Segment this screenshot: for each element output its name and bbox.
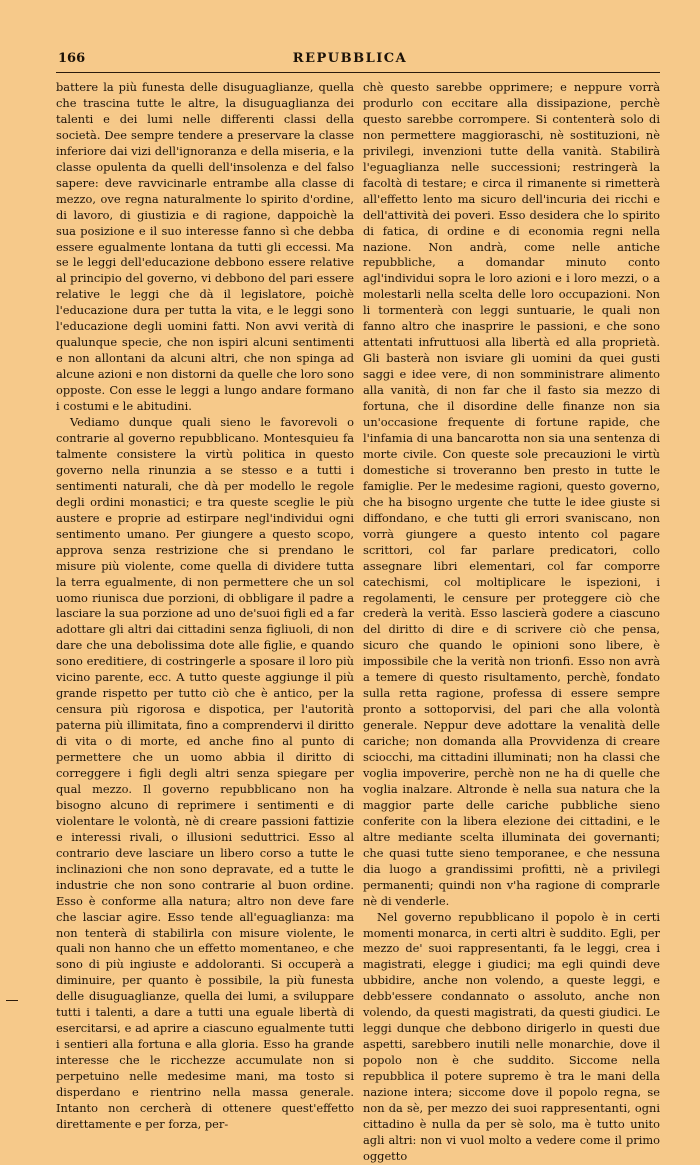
right-column	[363, 80, 660, 1165]
paragraph: Nel governo repubblicano il popolo è in certi momenti monarca, in certi altri è suddito. Egli, per mezzo de' suoi rappresentanti, fa le leggi, crea i magistrati, elegge i giudici; ma egli quindi deve ubbidire, anche non volendo, a queste leggi, e debb'essere condannato o assoluto, anche non volendo, da questi magistrati, da questi giudici. Le leggi dunque che debbono dirigerlo in questi due aspetti, sarebbero inutili nelle monarchie, dove il popolo non è che suddito. Siccome nella repubblica il potere supremo è tra le mani della nazione intera; siccome dove il popolo regna, se non da sè, per mezzo dei suoi rappresentanti, ogni cittadino è nulla da per sè solo, ma è tutto unito agli altri: non vi vuol molto a vedere come il primo oggetto	[363, 909, 660, 1163]
paragraph: chè questo sarebbe opprimere; e neppure vorrà produrlo con eccitare alla dissipazione, perchè questo sarebbe corrompere. Si contenterà solo di non permettere maggioraschi, nè sostituzioni, nè privilegi, invenzioni tutte della vanità. Stabilirà l'eguaglianza nelle successioni; restringerà la facoltà di testare; e circa il rimanente si rimetterà all'effetto lento ma sicuro dell'incuria dei ricchi e dell'attività dei poveri. Esso desidera che lo spirito di fatica, di ordine e di economia regni nella nazione. Non andrà, come nelle antiche repubbliche, a domandar minuto conto agl'individui sopra le loro azioni e i loro mezzi, o a molestarli nella scelta delle loro occupazioni. Non li tormenterà con leggi suntuarie, le quali non fanno altro che inasprire le passioni, e che sono attentati infruttuosi alla libertà ed alla proprietà. Gli basterà non isviare gli uomini da quei gusti saggi e idee vere, di non somministrare alimento alla vanità, di non far che il fasto sia mezzo di fortuna, che il disordine delle finanze non sia un'occasione frequente di fortune rapide, che l'infamia di una bancarotta non sia una sentenza di morte civile. Con queste sole precauzioni le virtù domestiche si troveranno ben presto in tutte le famiglie. Per le medesime ragioni, questo governo, che ha bisogno urgente che tutte le idee giuste si diffondano, e che tutti gli errori svaniscano, non vorrà giungere a questo intento col pagare scrittori, col far parlare predicatori, collo assegnare libri elementari, col far comporre catechismi, col moltiplicare le ispezioni, i regolamenti, le censure per proteggere ciò che crederà la verità. Esso lascierà godere a ciascuno del diritto di dire e di scrivere ciò che pensa, sicuro che quando le opinioni sono libere, è impossibile che la verità non trionfi. Esso non avrà a temere di questo risultamento, perchè, fondato sulla retta ragione, professa di essere sempre pronto a sottoporvisi, del pari che alla volontà generale. Neppur deve adottare la venalità delle cariche; non domanda alla Provvidenza di creare sciocchi, ma cittadini illuminati; non ha classi che voglia impoverire, perchè non ne ha di quelle che voglia inalzare. Altronde è nella sua natura che la maggior parte delle cariche pubbliche sieno conferite con la libera elezione dei cittadini, e le altre mediante scelta illuminata dei governanti; che quasi tutte sieno temporanee, e che nessuna dia luogo a grandissimi profitti, nè a privilegi permanenti; quindi non v'ha ragione di comprarle nè di venderle.	[363, 80, 660, 908]
header-rule	[56, 72, 660, 73]
running-head: REPUBBLICA	[292, 51, 408, 66]
left-column	[56, 80, 354, 1133]
page-number: 166	[58, 51, 86, 66]
paragraph: battere la più funesta delle disuguaglianze, quella che trascina tutte le altre, la disuguaglianza dei talenti e dei lumi nelle differenti classi della società. Dee sempre tendere a preservare la classe inferiore dai vizi dell'ignoranza e della miseria, e la classe opulenta da quelli dell'insolenza e del falso sapere: deve ravvicinarle entrambe alla classe di mezzo, ove regna naturalmente lo spirito d'ordine, di lavoro, di giustizia e di ragione, dappoichè la sua posizione e il suo interesse fanno sì che debba essere egualmente lontana da tutti gli eccessi. Ma se le leggi dell'educazione debbono essere relative al principio del governo, vi debbono del pari essere relative le leggi che dà il legislatore, poichè l'educazione dura per tutta la vita, e le leggi sono l'educazione degli uomini fatti. Non avvi verità di qualunque specie, che non ispiri alcuni sentimenti e non allontani da alcuni altri, che non spinga ad alcune azioni e non distorni da quelle che loro sono opposte. Con esse le leggi a lungo andare formano i costumi e le abitudini.	[56, 80, 354, 414]
paragraph: Vediamo dunque quali sieno le favorevoli o contrarie al governo repubblicano. Montesquieu fa talmente consistere la virtù politica in questo governo nella rinunzia a se stesso e a tutti i sentimenti naturali, che dà per modello le regole degli ordini monastici; e tra queste sceglie le più austere e proprie ad estirpare negl'individui ogni sentimento umano. Per giungere a questo scopo, approva senza restrizione che si prendano le misure più violente, come quella di dividere tutta la terra egualmente, di non permettere che un sol uomo riunisca due porzioni, di obbligare il padre a lasciare la sua porzione ad uno de'suoi figli ed a far adottare gli altri dai cittadini senza figliuoli, di non dare che una debolissima dote alle figlie, e quando sono ereditiere, di costringerle a sposare il loro più vicino parente, ecc. A tutto queste aggiunge il più grande rispetto per tutto ciò che è antico, per la censura più rigorosa e dispotica, per l'autorità paterna più illimitata, fino a comprendervi il diritto di vita o di morte, ed anche fino al punto di permettere che un uomo abbia il diritto di correggere i figli degli altri senza spiegare per qual mezzo. Il governo repubblicano non ha bisogno alcuno di reprimere i sentimenti e di violentare le volontà, nè di creare passioni fattizie e interessi rivali, o illusioni seduttrici. Esso al contrario deve lasciare un libero corso a tutte le inclinazioni che non sono depravate, ed a tutte le industrie che non sono contrarie al buon ordine. Esso è conforme alla natura; altro non deve fare che lasciar agire. Esso tende all'eguaglianza: ma non tenterà di stabilirla con misure violente, le quali non hanno che un effetto momentaneo, e che sono di più ingiuste e addoloranti. Si occuperà a diminuire, per quanto è possibile, la più funesta delle disuguaglianze, quella dei lumi, a sviluppare tutti i talenti, a dare a tutti una eguale libertà di esercitarsi, e ad aprire a ciascuno egualmente tutti i sentieri alla fortuna e alla gloria. Esso ha grande interesse che le ricchezze accumulate non si perpetuino nelle medesime mani, ma tosto si disperdano e rientrino nella massa generale. Intanto non cercherà di ottenere quest'effetto direttamente e per forza, per-	[56, 415, 354, 1131]
margin-mark	[6, 1000, 18, 1001]
